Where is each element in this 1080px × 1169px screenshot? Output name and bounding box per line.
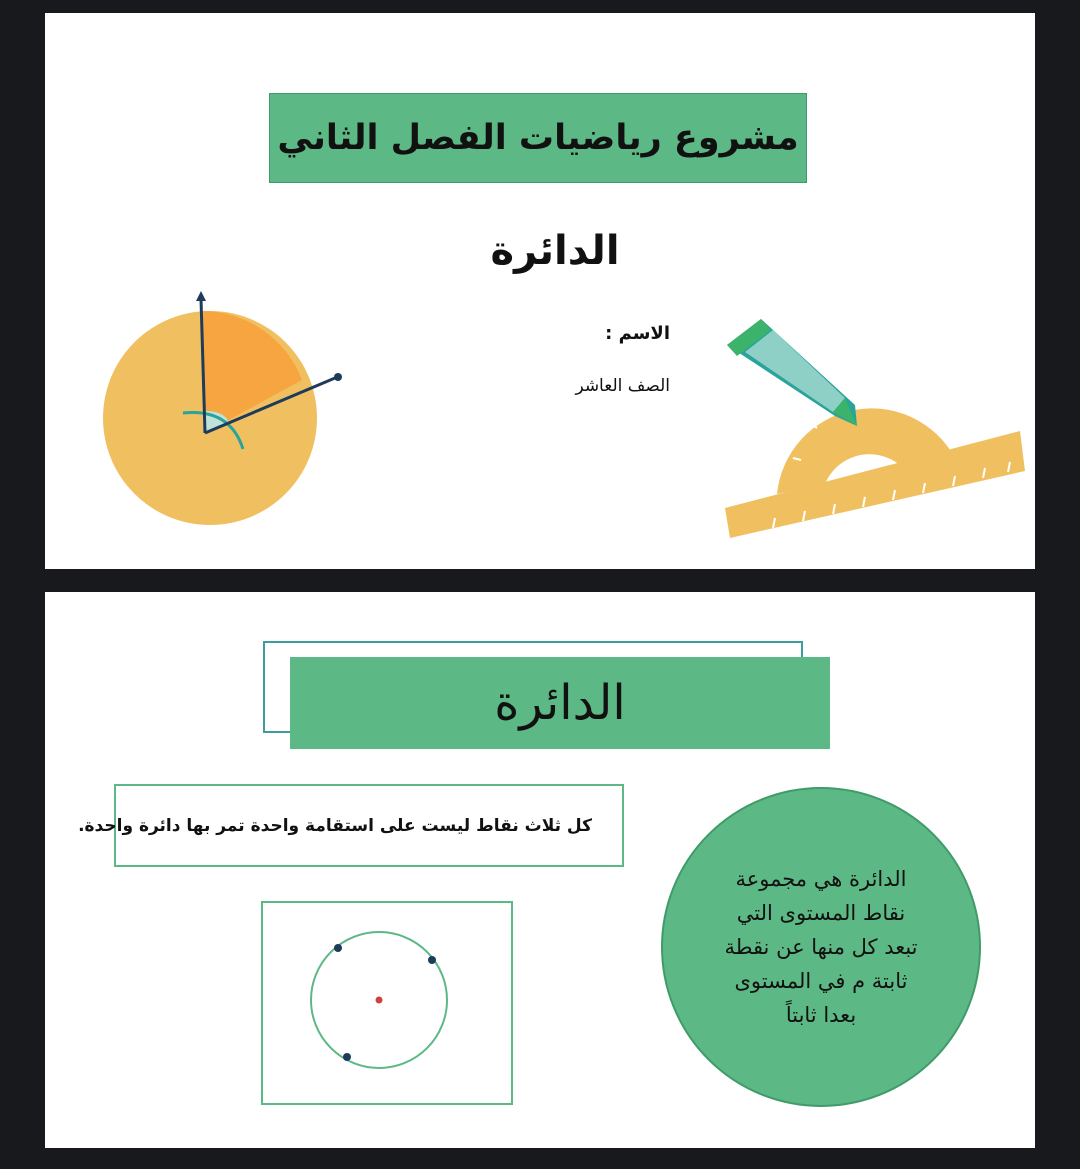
grade-label: الصف العاشر — [575, 376, 670, 396]
slide-title: الدائرة — [494, 675, 626, 731]
slide-subtitle: الدائرة — [490, 228, 620, 274]
definition-text: الدائرة هي مجموعة نقاط المستوى التي تبعد كل منها عن نقطة ثابتة م في المستوى بعدا ثابتاً — [724, 867, 918, 1027]
circle-angle-icon — [95, 283, 355, 533]
circle-through-three-points-icon — [263, 903, 511, 1103]
theorem-box — [78, 784, 624, 867]
name-label: الاسم : — [605, 323, 670, 344]
slide-title: مشروع رياضيات الفصل الثاني — [277, 118, 799, 158]
slide-2[interactable] — [45, 592, 1035, 1148]
title-banner — [290, 657, 830, 749]
diagram-box — [261, 901, 513, 1105]
theorem-text: كل ثلاث نقاط ليست على استقامة واحدة تمر بها دائرة واحدة. — [78, 815, 592, 836]
title-banner — [269, 93, 807, 183]
slide-1[interactable] — [45, 13, 1035, 569]
pencil-protractor-icon — [715, 308, 1030, 548]
definition-circle — [661, 787, 981, 1107]
